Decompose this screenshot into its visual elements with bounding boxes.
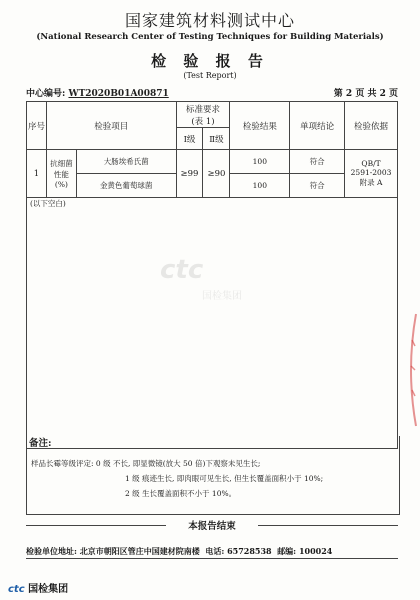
subitem-result: 100 <box>230 150 290 174</box>
subitem-name: 金黄色葡萄球菌 <box>76 174 176 198</box>
header-item: 检验项目 <box>46 102 176 150</box>
tel-label: 电话: <box>205 546 225 556</box>
notes-title: 备注: <box>29 438 52 449</box>
watermark-mark: ctc <box>160 255 204 285</box>
subitem-conclusion: 符合 <box>290 150 345 174</box>
header-seq: 序号 <box>27 102 47 150</box>
row-grade2: ≥90 <box>203 150 230 198</box>
header-conclusion: 单项结论 <box>290 102 345 150</box>
header-grade2: Ⅱ级 <box>203 128 230 150</box>
blank-area <box>27 198 398 449</box>
subitem-conclusion: 符合 <box>290 174 345 198</box>
center-no: WT2020B01A00871 <box>68 89 169 99</box>
institute-title: 国家建筑材料测试中心 <box>124 11 295 30</box>
row-grade1: ≥99 <box>176 150 203 198</box>
header-result: 检验结果 <box>230 102 290 150</box>
notes-line: 样品长霉等级评定: 0 级 不长, 即显微镜(放大 50 倍)下观察未见生长; <box>31 459 261 468</box>
address-value: 北京市朝阳区管庄中国建材院南楼 <box>79 546 200 556</box>
address-line <box>26 546 398 557</box>
institute-title-en: (National Research Center of Testing Techniques for Building Materials) <box>36 32 384 42</box>
report-meta <box>26 86 398 99</box>
subitem-result: 100 <box>230 174 290 198</box>
watermark-logo <box>150 255 270 315</box>
header-basis: 检验依据 <box>345 102 398 150</box>
report-end <box>26 514 398 538</box>
page-info: 第 2 页 共 2 页 <box>333 89 398 99</box>
notes-line: 2 级 生长覆盖面积不小于 10%。 <box>125 489 237 498</box>
report-title-en: (Test Report) <box>183 71 237 80</box>
header-grade1: Ⅰ级 <box>176 128 203 150</box>
row-basis: QB/T 2591-2003 附录 A <box>345 150 398 198</box>
logo-mark: ctc <box>8 584 25 595</box>
row-item: 抗细菌 性能 (%) <box>46 150 76 198</box>
seal-stamp-edge <box>402 310 418 430</box>
divider <box>258 525 398 526</box>
address-label: 检验单位地址: <box>26 546 77 556</box>
blank-note: (以下空白) <box>30 199 66 208</box>
logo-text: 国检集团 <box>28 584 69 595</box>
divider <box>26 558 398 559</box>
end-text: 本报告结束 <box>188 521 236 532</box>
zip-value: 100024 <box>298 546 333 556</box>
notes-box <box>26 436 400 515</box>
row-seq: 1 <box>27 150 47 198</box>
header-standard: 标准要求 (表 1) <box>176 102 230 128</box>
watermark-text: 国检集团 <box>202 291 242 302</box>
footer-logo <box>8 580 68 595</box>
center-no-label: 中心编号: <box>26 89 66 99</box>
subitem-name: 大肠埃希氏菌 <box>76 150 176 174</box>
report-title: 检 验 报 告 <box>151 52 269 70</box>
zip-label: 邮编: <box>277 546 297 556</box>
tel-value: 65728538 <box>227 546 272 556</box>
notes-line: 1 级 痕迹生长, 即肉眼可见生长, 但生长覆盖面积小于 10%; <box>125 474 324 483</box>
